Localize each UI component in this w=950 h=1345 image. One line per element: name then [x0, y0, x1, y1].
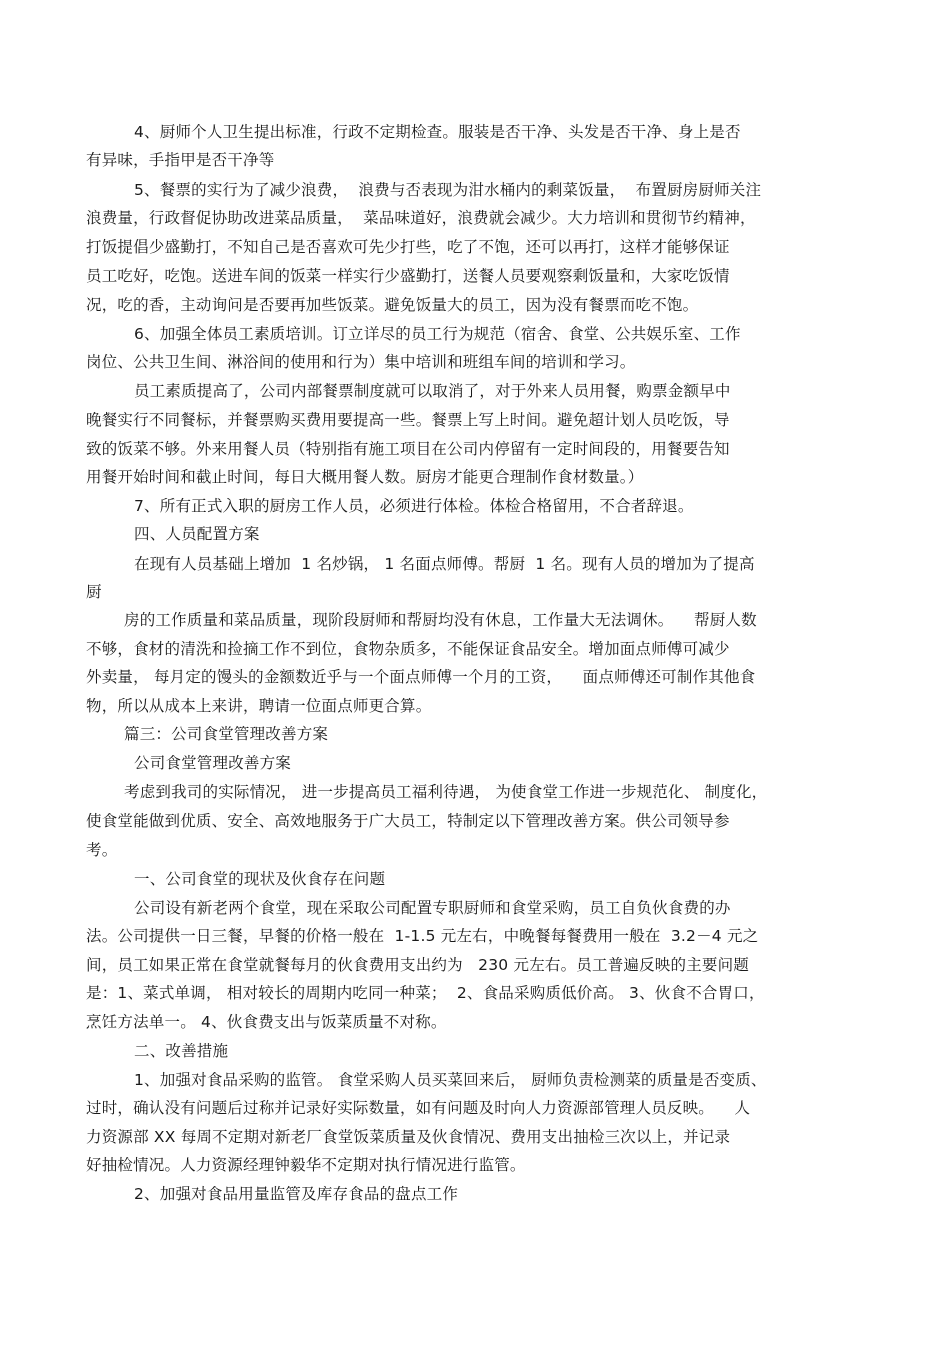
text-line: 考。	[86, 841, 118, 859]
section-heading: 二、改善措施	[134, 1042, 229, 1060]
text-line: 法。公司提供一日三餐，早餐的价格一般在 1-1.5 元左右，中晚餐每餐费用一般在 3.2－4 元之	[86, 927, 759, 945]
text-line: 不够，食材的清洗和捡摘工作不到位，食物杂质多，不能保证食品安全。增加面点师傅可减少	[86, 640, 730, 658]
text-line: 况，吃的香，主动询问是否要再加些饭菜。避免饭量大的员工，因为没有餐票而吃不饱。	[86, 296, 699, 314]
text-line: 公司设有新老两个食堂，现在采取公司配置专职厨师和食堂采购，员工自负伙食费的办	[134, 899, 731, 917]
text-line: 好抽检情况。人力资源经理钟毅华不定期对执行情况进行监管。	[86, 1156, 526, 1174]
text-line: 在现有人员基础上增加 1 名炒锅， 1 名面点师傅。帮厨 1 名。现有人员的增加为了提高	[134, 555, 755, 573]
text-line: 间，员工如果正常在食堂就餐每月的伙食费用支出约为 230 元左右。员工普遍反映的主要问题	[86, 956, 749, 974]
text-line: 外卖量， 每月定的馒头的金额数近乎与一个面点师傅一个月的工资， 面点师傅还可制作其他食	[86, 668, 756, 686]
text-line: 6、加强全体员工素质培训。订立详尽的员工行为规范（宿舍、食堂、公共娱乐室、工作	[134, 325, 741, 343]
text-line: 员工素质提高了，公司内部餐票制度就可以取消了，对于外来人员用餐，购票金额早中	[134, 382, 731, 400]
text-line: 烹饪方法单一。 4、伙食费支出与饭菜质量不对称。	[86, 1013, 447, 1031]
text-line: 浪费量，行政督促协助改进菜品质量， 菜品味道好，浪费就会减少。大力培训和贯彻节约精神，	[86, 209, 756, 227]
section-heading: 一、公司食堂的现状及伙食存在问题	[134, 870, 386, 888]
text-line: 过时，确认没有问题后过称并记录好实际数量，如有问题及时向人力资源部管理人员反映。 人	[86, 1099, 751, 1117]
text-line: 2、加强对食品用量监管及库存食品的盘点工作	[134, 1185, 459, 1203]
text-line: 是：1、菜式单调， 相对较长的周期内吃同一种菜； 2、食品采购质低价高。 3、伙食不合胃口，	[86, 984, 765, 1002]
text-line: 物，所以从成本上来讲，聘请一位面点师更合算。	[86, 697, 432, 715]
text-line: 晚餐实行不同餐标，并餐票购买费用要提高一些。餐票上写上时间。避免超计划人员吃饭，导	[86, 411, 730, 429]
text-line: 用餐开始时间和截止时间，每日大概用餐人数。厨房才能更合理制作食材数量。）	[86, 468, 644, 486]
text-line: 厨	[86, 583, 102, 601]
section-heading: 四、人员配置方案	[134, 525, 260, 543]
text-line: 打饭提倡少盛勤打，不知自己是否喜欢可先少打些，吃了不饱，还可以再打，这样才能够保证	[86, 238, 730, 256]
text-line: 5、餐票的实行为了减少浪费， 浪费与否表现为泔水桶内的剩菜饭量， 布置厨房厨师关注	[134, 181, 762, 199]
text-line: 考虑到我司的实际情况， 进一步提高员工福利待遇， 为使食堂工作进一步规范化、 制度化，	[124, 783, 768, 801]
text-line: 7、所有正式入职的厨房工作人员，必须进行体检。体检合格留用，不合者辞退。	[134, 497, 694, 515]
text-line: 有异味，手指甲是否干净等	[86, 151, 275, 169]
chapter-heading: 篇三：公司食堂管理改善方案	[124, 725, 329, 743]
text-line: 房的工作质量和菜品质量，现阶段厨师和帮厨均没有休息，工作量大无法调休。 帮厨人数	[124, 611, 757, 629]
text-line: 4、厨师个人卫生提出标准，行政不定期检查。服装是否干净、头发是否干净、身上是否	[134, 123, 741, 141]
text-line: 力资源部 XX 每周不定期对新老厂食堂饭菜质量及伙食情况、费用支出抽检三次以上，并记录	[86, 1128, 731, 1146]
text-line: 使食堂能做到优质、安全、高效地服务于广大员工，特制定以下管理改善方案。供公司领导参	[86, 812, 730, 830]
text-line: 员工吃好，吃饱。送进车间的饭菜一样实行少盛勤打，送餐人员要观察剩饭量和，大家吃饭情	[86, 267, 730, 285]
text-line: 岗位、公共卫生间、淋浴间的使用和行为）集中培训和班组车间的培训和学习。	[86, 353, 636, 371]
text-line: 致的饭菜不够。外来用餐人员（特别指有施工项目在公司内停留有一定时间段的，用餐要告知	[86, 440, 730, 458]
text-line: 1、加强对食品采购的监管。 食堂采购人员买菜回来后， 厨师负责检测菜的质量是否变质、	[134, 1071, 767, 1089]
document-title: 公司食堂管理改善方案	[134, 754, 292, 772]
